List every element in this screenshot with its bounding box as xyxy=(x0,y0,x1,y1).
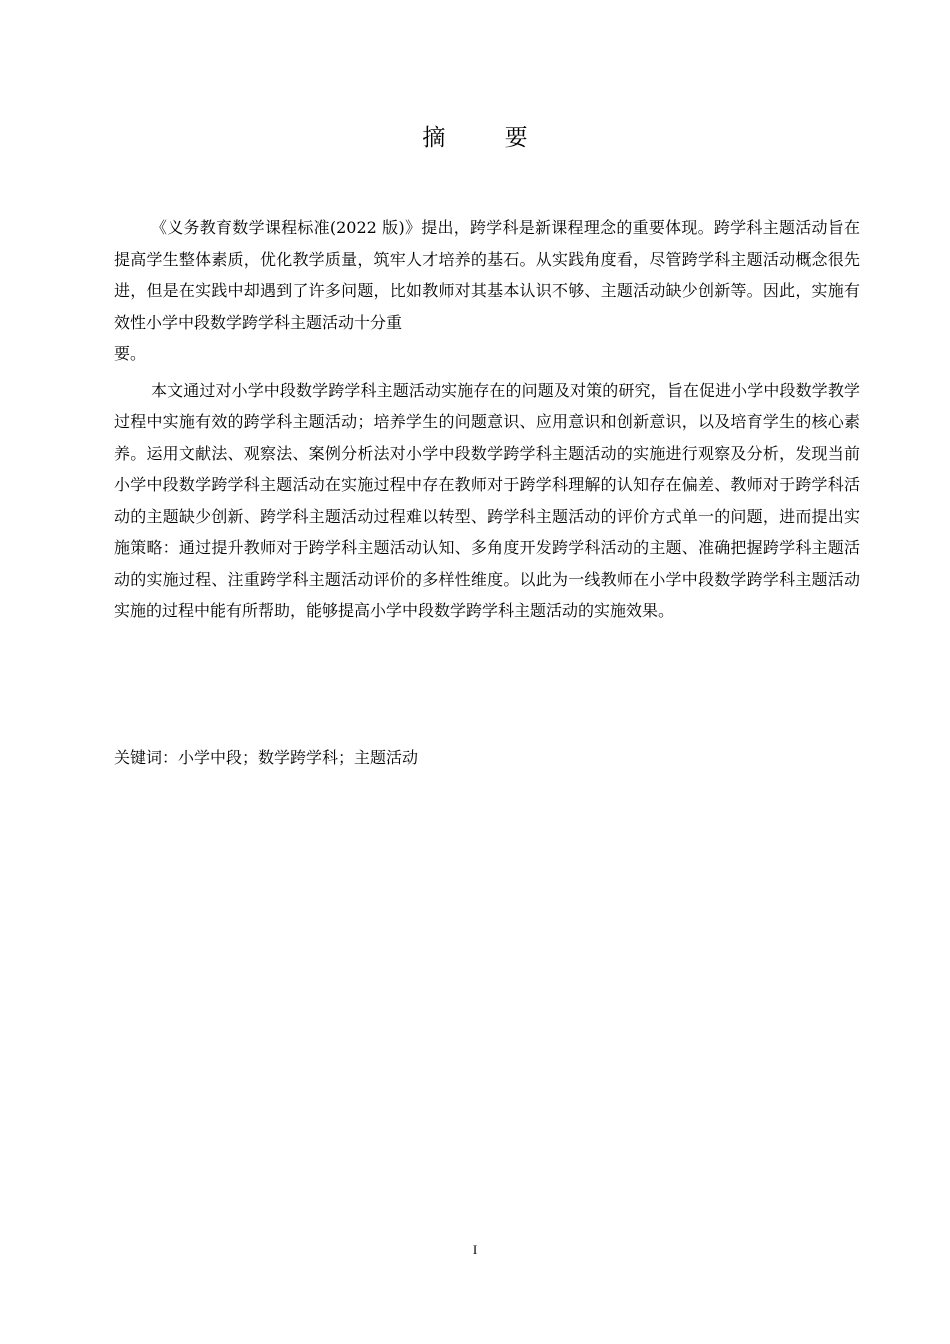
keywords-label: 关键词： xyxy=(114,748,179,767)
abstract-paragraph-1 xyxy=(114,212,860,370)
paragraph-1-tail: 要。 xyxy=(114,344,147,363)
page-number: I xyxy=(472,1242,478,1257)
keywords-value: 小学中段；数学跨学科；主题活动 xyxy=(178,748,419,767)
paragraph-1-text: 《义务教育数学课程标准(2022 版)》提出，跨学科是新课程理念的重要体现。跨学科主题活动旨在提高学生整体素质，优化教学质量，筑牢人才培养的基石。从实践角度看，尽管跨学科主题活动概念很先进，但是在实践中却遇到了许多问题，比如教师对其基本认识不够、主题活动缺少创新等。因此，实施有效性小学中段数学跨学科主题活动十分重 xyxy=(114,218,860,332)
keywords-line xyxy=(114,744,418,772)
abstract-body xyxy=(114,212,860,632)
abstract-paragraph-2 xyxy=(114,375,860,627)
abstract-title: 摘 要 xyxy=(422,125,554,151)
paragraph-2-text: 本文通过对小学中段数学跨学科主题活动实施存在的问题及对策的研究，旨在促进小学中段数学教学过程中实施有效的跨学科主题活动；培养学生的问题意识、应用意识和创新意识，以及培育学生的核心素养。运用文献法、观察法、案例分析法对小学中段数学跨学科主题活动的实施进行观察及分析，发现当前小学中段数学跨学科主题活动在实施过程中存在教师对于跨学科理解的认知存在偏差、教师对于跨学科活动的主题缺少创新、跨学科主题活动过程难以转型、跨学科主题活动的评价方式单一的问题，进而提出实施策略：通过提升教师对于跨学科主题活动认知、多角度开发跨学科活动的主题、准确把握跨学科主题活动的实施过程、注重跨学科主题活动评价的多样性维度。以此为一线教师在小学中段数学跨学科主题活动实施的过程中能有所帮助，能够提高小学中段数学跨学科主题活动的实施效果。 xyxy=(114,380,860,620)
